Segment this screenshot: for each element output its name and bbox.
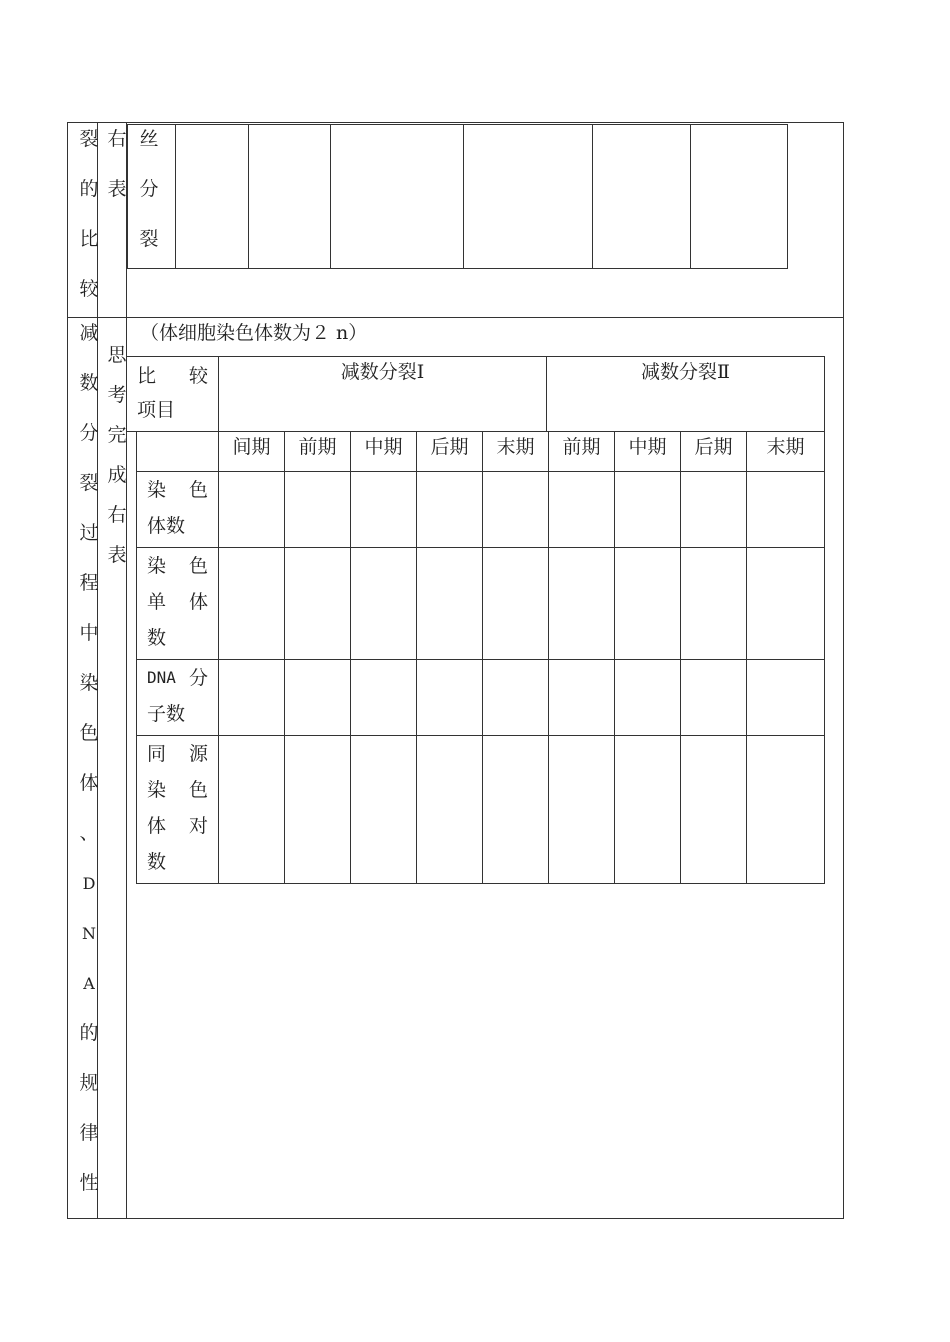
mitosis-table-col — [463, 124, 464, 269]
data-cell — [681, 548, 747, 660]
data-cell — [483, 660, 549, 736]
mitosis-table-col — [330, 124, 331, 269]
table-row — [137, 736, 825, 884]
meiosis-header-table — [126, 356, 825, 432]
phase-cell: 后期 — [681, 432, 747, 472]
meiosis1-header: 减数分裂Ⅰ — [219, 357, 547, 432]
phase-cell: 前期 — [285, 432, 351, 472]
data-cell — [417, 660, 483, 736]
data-cell — [549, 472, 615, 548]
corner-cell — [137, 432, 219, 472]
data-cell — [681, 660, 747, 736]
data-cell — [417, 548, 483, 660]
data-cell — [219, 472, 285, 548]
table-row — [137, 660, 825, 736]
table-row — [137, 472, 825, 548]
data-cell — [417, 736, 483, 884]
meiosis-col2-text: 思 考 完 成 右 表 — [107, 344, 127, 566]
data-cell — [351, 472, 417, 548]
data-cell — [549, 736, 615, 884]
data-cell — [747, 660, 825, 736]
data-cell — [483, 472, 549, 548]
data-cell — [351, 660, 417, 736]
top-col2-text: 右 表 — [107, 128, 127, 200]
data-cell — [219, 548, 285, 660]
data-cell — [615, 548, 681, 660]
mitosis-table-col — [690, 124, 691, 269]
table-row — [137, 548, 825, 660]
data-cell — [219, 736, 285, 884]
phase-cell: 间期 — [219, 432, 285, 472]
top-col1-text: 裂 的 比 较 — [79, 128, 99, 300]
data-cell — [351, 736, 417, 884]
data-cell — [747, 548, 825, 660]
data-cell — [285, 548, 351, 660]
mitosis-row-label: 丝 分 裂 — [139, 128, 159, 250]
phase-cell: 前期 — [549, 432, 615, 472]
row-label-dna-count: DNA 分 子数 — [137, 660, 219, 736]
section-divider — [67, 317, 844, 318]
data-cell — [351, 548, 417, 660]
phase-cell: 后期 — [417, 432, 483, 472]
meiosis-data-table — [136, 431, 825, 884]
data-cell — [747, 736, 825, 884]
meiosis-col1-text: 减 数 分 裂 过 程 中 染 色 体 、 D N A 的 规 律 性 — [79, 322, 99, 1194]
mitosis-table-col — [592, 124, 593, 269]
phase-cell: 中期 — [351, 432, 417, 472]
data-cell — [417, 472, 483, 548]
mitosis-table — [127, 124, 788, 269]
row-label-chromatid-count: 染 色 单 体 数 — [137, 548, 219, 660]
chromosome-note: （体细胞染色体数为２ n） — [140, 322, 368, 344]
phase-cell: 中期 — [615, 432, 681, 472]
data-cell — [681, 736, 747, 884]
data-cell — [681, 472, 747, 548]
data-cell — [615, 736, 681, 884]
mitosis-table-col — [175, 124, 176, 269]
phase-cell: 末期 — [483, 432, 549, 472]
data-cell — [615, 472, 681, 548]
row-label-chromosome-count: 染 色 体数 — [137, 472, 219, 548]
phase-header-row — [137, 432, 825, 472]
col-divider-2 — [126, 122, 127, 1219]
data-cell — [219, 660, 285, 736]
data-cell — [747, 472, 825, 548]
data-cell — [285, 472, 351, 548]
data-cell — [615, 660, 681, 736]
row-label-homologous-pairs: 同 源 染 色 体 对 数 — [137, 736, 219, 884]
mitosis-table-col — [248, 124, 249, 269]
phase-cell: 末期 — [747, 432, 825, 472]
data-cell — [549, 548, 615, 660]
meiosis2-header: 减数分裂Ⅱ — [547, 357, 825, 432]
data-cell — [285, 736, 351, 884]
compare-items-header: 比 较 项目 — [127, 357, 219, 432]
data-cell — [549, 660, 615, 736]
data-cell — [285, 660, 351, 736]
data-cell — [483, 548, 549, 660]
data-cell — [483, 736, 549, 884]
